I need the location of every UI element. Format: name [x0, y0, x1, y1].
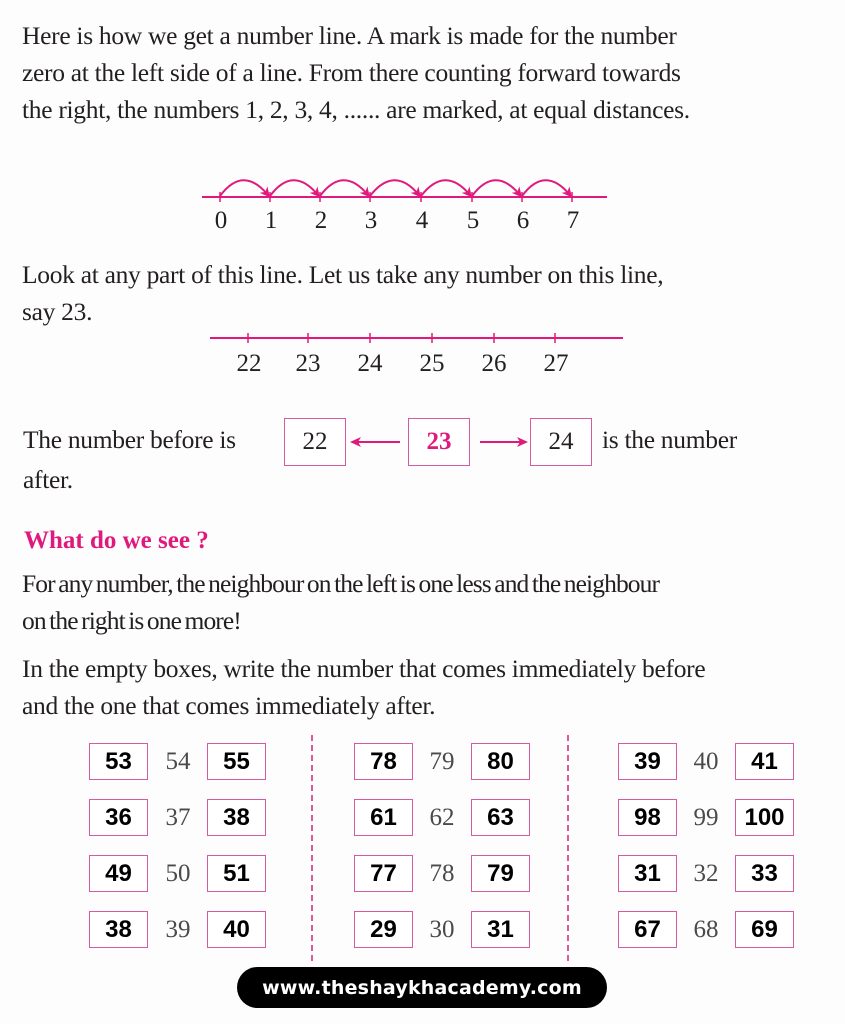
number-line-0-to-7: [0, 0, 845, 240]
given-number: 39: [165, 916, 191, 943]
intro-line: the right, the numbers 1, 2, 3, 4, ...... are marked, at equal distances.: [22, 95, 690, 124]
after-answer-box[interactable]: 55: [207, 743, 266, 780]
before-answer-box[interactable]: 53: [89, 743, 148, 780]
intro-line: zero at the left side of a line. From there counting forward towards: [22, 58, 681, 87]
before-answer-box[interactable]: 31: [618, 855, 677, 892]
tick-label: 0: [214, 207, 228, 234]
instruction-line: and the one that comes immediately after.: [22, 691, 436, 720]
tick-label: 6: [516, 207, 530, 234]
observation-line: on the right is one more!: [22, 606, 241, 635]
given-number: 32: [693, 860, 719, 887]
tick-label: 23: [295, 350, 321, 377]
tick-label: 24: [357, 350, 383, 377]
given-number: 78: [429, 860, 455, 887]
before-box: 22: [284, 418, 346, 466]
intro-line: Here is how we get a number line. A mark is made for the number: [22, 21, 677, 50]
tick-label: 22: [236, 350, 262, 377]
current-number-box: 23: [408, 418, 470, 466]
given-number: 62: [429, 804, 455, 831]
given-number: 54: [165, 748, 191, 775]
tick-label: 27: [543, 350, 569, 377]
look-line: Look at any part of this line. Let us take any number on this line,: [22, 260, 664, 289]
after-box: 24: [530, 418, 592, 466]
given-number: 50: [165, 860, 191, 887]
tick-label: 2: [314, 207, 328, 234]
after-answer-box[interactable]: 33: [735, 855, 794, 892]
given-number: 40: [693, 748, 719, 775]
after-answer-box[interactable]: 41: [735, 743, 794, 780]
website-watermark: www.theshaykhacademy.com: [237, 967, 607, 1008]
before-answer-box[interactable]: 67: [618, 911, 677, 948]
tick-label: 7: [566, 207, 580, 234]
column-divider: [311, 735, 313, 961]
example-continuation: after.: [23, 465, 73, 494]
before-answer-box[interactable]: 78: [354, 743, 413, 780]
column-divider: [567, 735, 569, 961]
after-answer-box[interactable]: 31: [471, 911, 530, 948]
before-answer-box[interactable]: 61: [354, 799, 413, 836]
instruction-paragraph: [22, 650, 705, 724]
arrow-left-icon: [350, 432, 410, 452]
example-suffix: is the number: [602, 425, 737, 454]
after-answer-box[interactable]: 51: [207, 855, 266, 892]
before-answer-box[interactable]: 49: [89, 855, 148, 892]
tick-label: 26: [481, 350, 507, 377]
after-answer-box[interactable]: 69: [735, 911, 794, 948]
instruction-line: In the empty boxes, write the number that comes immediately before: [22, 654, 706, 683]
given-number: 79: [429, 748, 455, 775]
tick-label: 25: [419, 350, 445, 377]
tick-label: 5: [466, 207, 480, 234]
after-answer-box[interactable]: 40: [207, 911, 266, 948]
given-number: 68: [693, 916, 719, 943]
tick-label: 1: [264, 207, 278, 234]
observation-line: For any number, the neighbour on the left is one less and the neighbour: [22, 569, 660, 598]
observation-paragraph: [22, 565, 659, 639]
example-prefix: The number before is: [23, 425, 236, 454]
after-answer-box[interactable]: 80: [471, 743, 530, 780]
tick-label: 4: [415, 207, 429, 234]
given-number: 30: [429, 916, 455, 943]
given-number: 99: [693, 804, 719, 831]
after-answer-box[interactable]: 38: [207, 799, 266, 836]
before-answer-box[interactable]: 29: [354, 911, 413, 948]
given-number: 37: [165, 804, 191, 831]
look-paragraph: [22, 256, 663, 330]
after-answer-box[interactable]: 79: [471, 855, 530, 892]
before-answer-box[interactable]: 38: [89, 911, 148, 948]
section-heading: What do we see ?: [24, 527, 209, 554]
before-answer-box[interactable]: 77: [354, 855, 413, 892]
after-answer-box[interactable]: 63: [471, 799, 530, 836]
arrow-right-icon: [478, 432, 538, 452]
before-answer-box[interactable]: 98: [618, 799, 677, 836]
tick-label: 3: [364, 207, 378, 234]
before-answer-box[interactable]: 36: [89, 799, 148, 836]
look-line: say 23.: [22, 297, 93, 326]
before-answer-box[interactable]: 39: [618, 743, 677, 780]
after-answer-box[interactable]: 100: [735, 799, 794, 836]
